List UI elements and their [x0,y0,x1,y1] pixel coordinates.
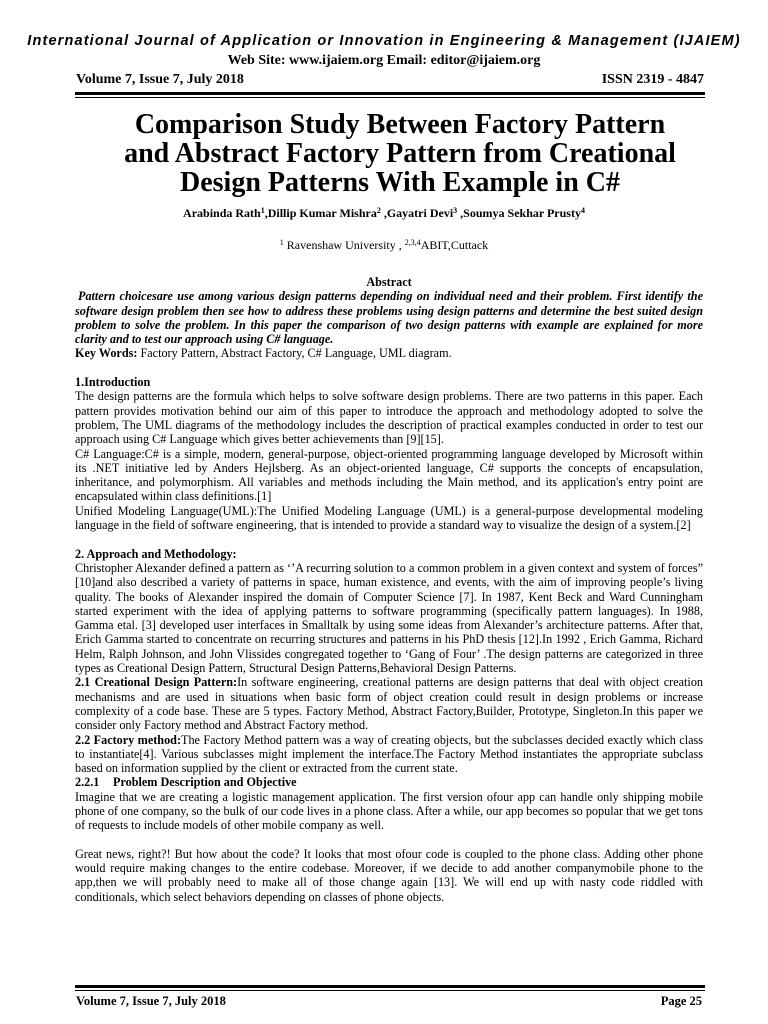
affiliation-2: ABIT,Cuttack [420,238,489,252]
intro-paragraph-3: Unified Modeling Language(UML):The Unified Modeling Language (UML) is a general-purpose developmental modeling language in the field of software engineering, that is intended to provide a standard way to visualize the design of a system.[2] [75,503,703,533]
header-volume: Volume 7, Issue 7, July 2018 [76,72,244,87]
subsubsection-title: Problem Description and Objective [113,775,297,790]
spacer [75,532,703,546]
author-4-sup: 4 [580,206,585,215]
footer-rule-thin [75,990,705,991]
subsection-factory-method [75,733,703,776]
journal-website: Web Site: www.ijaiem.org Email: editor@ijaiem.org [227,53,541,68]
title-line-1: Comparison Study Between Factory Pattern [134,109,666,140]
subsubsection-number: 2.2.1 [75,775,100,790]
abstract-text: Pattern choicesare use among various design patterns depending on individual need and their problem. First identify the software design problem then see how to address these problems using design patterns and determine the best suited design problem to solve the problem. In this paper the comparison of two design patterns with example are explained for more clarity and to test our approach using C# language. [75,289,703,347]
author-1: Arabinda Rath [183,206,261,220]
journal-name: International Journal of Application or Innovation in Engineering & Management (IJAIEM) [27,33,741,49]
approach-paragraph-2: Imagine that we are creating a logistic management application. The first version ofour app can handle only shipping mobile phone of one company, so the bulk of our code lives in a phone class. After a while, our app becomes so popular that we get tons of requests to include models of other mobile company as well. [75,789,703,833]
footer-rule-thick [75,985,705,988]
affiliation-2-sup: 2,3,4 [404,238,421,247]
footer-page-number: Page 25 [660,994,702,1008]
header-rule-thick [75,92,705,95]
approach-paragraph-1: Christopher Alexander defined a pattern as ‘’A recurring solution to a common problem in a given context and system of forces” [10]and also described a variety of patterns in space, human existence, and events, with the aim of improving people’s living quality. The books of Alexander inspired the domain of Computer Science [7]. In 1987, Kent Beck and Ward Cunningham started experiment with the idea of applying patterns to software programming (specifically pattern languages). In 1988, Gamma etal. [3] developed user interfaces in Smalltalk by using some ideas from Alexander’s architecture patterns. After that, Erich Gamma started to concentrate on recurring structures and patterns in his PhD thesis [12].In 1992 , Erich Gamma, Richard Helm, Ralph Johnson, and John Vlissides congregated together to ‘Gang of Four’ .The design patterns are categorized in three types as Creational Design Pattern, Structural Design Patterns,Behavioral Design Patterns. [75,560,703,676]
author-3: ,Gayatri Devi [380,206,454,220]
author-list [0,206,768,221]
header-rule-thin [75,97,705,98]
abstract-heading: Abstract [366,275,412,289]
subsubsection-heading [75,775,703,789]
author-1-sup: 1 [260,206,265,215]
intro-paragraph-1: The design patterns are the formula which helps to solve software design problems. There are two patterns in this paper. Each pattern provides motivation behind our aim of this paper to introduce the approach and methodology adopted to solve the problem, The UML diagrams of the methodology includes the description of practical examples conducted in order to test our approach using C# Language which gives better achievements than [9][15]. [75,389,703,447]
paper-body [75,275,703,904]
paper-title [70,110,730,197]
subsection-factory-label: 2.2 Factory method: [75,732,181,747]
affiliation-1: Ravenshaw University , [283,238,405,252]
title-line-3: Design Patterns With Example in C# [180,167,620,198]
keywords [75,346,703,360]
subsection-creational-label: 2.1 Creational Design Pattern: [75,675,238,690]
section-heading-approach: 2. Approach and Methodology: [75,546,237,561]
intro-paragraph-2: C# Language:C# is a simple, modern, general-purpose, object-oriented programming language developed by Microsoft within its .NET initiative led by Anders Hejlsberg. As an object-oriented language, C# supports the concepts of encapsulation, inheritance, and polymorphism. All variables and methods including the Main method, and its application's entry point are encapsulated within class definitions.[1] [75,446,703,504]
author-3-sup: 3 [453,206,458,215]
title-line-2: and Abstract Factory Pattern from Creational [124,138,676,169]
subsection-creational [75,675,703,732]
approach-paragraph-3: Great news, right?! But how about the code? It looks that most ofour code is coupled to the phone class. Adding other phone would require making changes to the entire codebase. Moreover, if we decide to add another companymobile phone to the app,then we will probably need to make all of those change again [13]. We will end up with nasty code riddled with conditionals, which select behaviors depending on classes of phone objects. [75,846,703,904]
subsection-creational-text: In software engineering, creational patterns are design patterns that deal with object creation mechanisms and are used in situations when basic form of object creation could result in design problems or increase complexity of a code base. These are 5 types. Factory Method, Abstract Factory,Builder, Prototype, Singleton.In this paper we consider only Factory method and Abstract Factory method. [75,675,704,733]
author-2-sup: 2 [376,206,381,215]
keywords-label: Key Words: [75,346,138,361]
affiliations [0,238,768,253]
keywords-text: Factory Pattern, Abstract Factory, C# Language, UML diagram. [137,346,452,361]
author-2: ,Dillip Kumar Mishra [264,206,377,220]
header-issn: ISSN 2319 - 4847 [601,72,704,87]
section-heading-introduction: 1.Introduction [75,375,151,390]
author-4: ,Soumya Sekhar Prusty [457,206,581,220]
affiliation-1-sup: 1 [279,238,284,247]
spacer [75,361,703,375]
footer-volume: Volume 7, Issue 7, July 2018 [76,994,226,1008]
spacer [75,833,703,847]
subsection-factory-text: The Factory Method pattern was a way of creating objects, but the subclasses decided exactly which class to instantiate[4]. Various subclasses might implement the interface.The Factory Method instantiates the appropriate subclass based on information supplied by the client or extracted from the current state. [75,732,703,776]
